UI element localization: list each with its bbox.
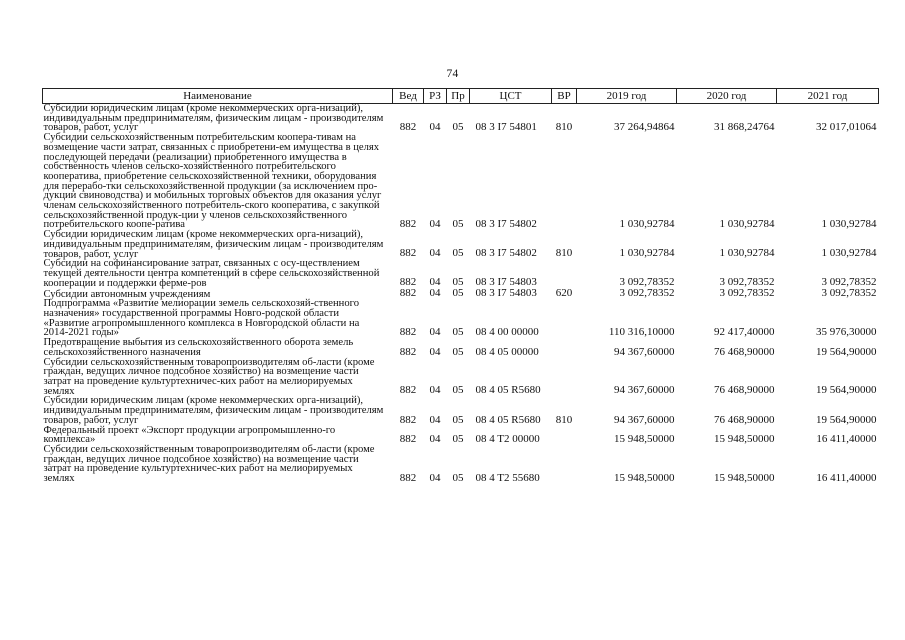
budget-table (42, 88, 879, 484)
cell-pr: 05 (452, 276, 464, 289)
cell-pr: 05 (452, 247, 464, 260)
cell-cst: 08 3 I7 54801 (475, 121, 537, 134)
cell-pr: 05 (452, 345, 464, 358)
cell-rz: 04 (429, 432, 441, 445)
cell-name: Субсидии юридическим лицам (кроме некоммерческих орга-низаций), индивидуальным предпринимателям, физическим лицам - производителям товаров, работ, услуг (43, 229, 384, 260)
cell-pr: 05 (452, 471, 464, 484)
cell-2021: 32 017,01064 (816, 121, 877, 134)
cell-2019: 1 030,92784 (619, 247, 675, 260)
cell-ved: 882 (399, 345, 417, 358)
cell-vr: 620 (555, 287, 573, 300)
header-2021: 2021 год (777, 89, 879, 104)
cell-pr: 05 (452, 413, 464, 426)
cell-2020: 76 468,90000 (714, 345, 775, 358)
cell-2020: 76 468,90000 (714, 413, 775, 426)
cell-vr (552, 133, 577, 230)
header-pr: Пр (447, 89, 470, 104)
cell-rz: 04 (429, 276, 441, 289)
table-row (43, 358, 879, 397)
cell-pr: 05 (452, 384, 464, 397)
cell-2020: 3 092,78352 (719, 276, 775, 289)
cell-rz: 04 (429, 384, 441, 397)
cell-name: Субсидии сельскохозяйственным товаропроизводителям об-ласти (кроме граждан, ведущих личное подсобное хозяйство) на возмещение части затрат на проведение культуртехничес-ких работ на мелиорируемых землях (43, 356, 375, 397)
cell-2021: 19 564,90000 (816, 345, 877, 358)
cell-ved: 882 (399, 432, 417, 445)
cell-ved: 882 (399, 247, 417, 260)
cell-pr: 05 (452, 121, 464, 134)
cell-vr (552, 338, 577, 357)
cell-ved: 882 (399, 326, 417, 339)
cell-vr (552, 358, 577, 397)
cell-ved: 882 (399, 413, 417, 426)
cell-ved: 882 (399, 384, 417, 397)
cell-2019: 94 367,60000 (614, 413, 675, 426)
header-2019: 2019 год (577, 89, 677, 104)
cell-cst: 08 4 05 00000 (475, 345, 539, 358)
cell-2019: 94 367,60000 (614, 345, 675, 358)
cell-2021: 1 030,92784 (821, 247, 877, 260)
cell-2021: 19 564,90000 (816, 413, 877, 426)
table-body (43, 104, 879, 484)
cell-2019: 37 264,94864 (614, 121, 675, 134)
cell-ved: 882 (399, 276, 417, 289)
cell-cst: 08 3 I7 54802 (475, 247, 537, 260)
cell-rz: 04 (429, 471, 441, 484)
cell-2020: 1 030,92784 (719, 247, 775, 260)
cell-2020: 92 417,40000 (714, 326, 775, 339)
page-number: 74 (446, 68, 459, 80)
cell-2021: 35 976,30000 (816, 326, 877, 339)
cell-vr (552, 259, 577, 288)
table-row (43, 338, 879, 357)
cell-name: Субсидии юридическим лицам (кроме некоммерческих орга-низаций), индивидуальным предпринимателям, физическим лицам - производителям товаров, работ, услуг (43, 103, 384, 134)
cell-2019: 110 316,10000 (608, 326, 675, 339)
cell-cst: 08 4 T2 00000 (475, 432, 540, 445)
cell-cst: 08 4 05 R5680 (475, 384, 541, 397)
cell-name: Субсидии на софинансирование затрат, связанных с осу-ществлением текущей деятельности центра компетенций в сфере сельскохозяйственной кооперации и поддержки ферме-ров (43, 258, 380, 289)
table-row (43, 445, 879, 484)
cell-pr: 05 (452, 218, 464, 231)
cell-rz: 04 (429, 413, 441, 426)
cell-vr: 810 (555, 247, 573, 260)
cell-pr: 05 (452, 432, 464, 445)
cell-2021: 1 030,92784 (821, 218, 877, 231)
header-cst: ЦСТ (470, 89, 552, 104)
table-row (43, 299, 879, 338)
header-ved: Вед (393, 89, 424, 104)
cell-rz: 04 (429, 121, 441, 134)
cell-2021: 3 092,78352 (821, 287, 877, 300)
cell-name: Субсидии автономным учреждениям (43, 288, 211, 300)
cell-name: Субсидии юридическим лицам (кроме некоммерческих орга-низаций), индивидуальным предпринимателям, физическим лицам - производителям товаров, работ, услуг (43, 395, 384, 426)
cell-rz: 04 (429, 287, 441, 300)
cell-2019: 3 092,78352 (619, 276, 675, 289)
cell-2020: 76 468,90000 (714, 384, 775, 397)
cell-name: Субсидии сельскохозяйственным потребительским коопера-тивам на возмещение части затрат, связанных с приобретени-ем имущества в целях последующей передачи (реализации) приобретенного имущества в собственность членов сельско-хозяйственного потребительского кооператива, приобретение сельскохозяйственной техники, оборудования для перерабо-тки сельскохозяйственной продукции (за исключением про-дукции свиноводства) и мобильных торговых объектов для оказания услуг членам сельскохозяйственного потребитель-ского кооператива, с закупкой сельскохозяйственной продук-ции у членов сельскохозяйственного потребительского коопе-ратива (43, 132, 382, 231)
cell-2020: 15 948,50000 (714, 471, 775, 484)
cell-name: Подпрограмма «Развитие мелиорации земель сельскохозяй-ственного назначения» государственной программы Новго-родской области «Развитие агропромышленного комплекса в Новгородской области на 2014-2021 годы» (43, 298, 360, 339)
cell-name: Предотвращение выбытия из сельскохозяйственного оборота земель сельскохозяйственного назначения (43, 337, 354, 358)
header-rz: РЗ (424, 89, 447, 104)
cell-2020: 3 092,78352 (719, 287, 775, 300)
cell-2019: 15 948,50000 (614, 471, 675, 484)
cell-ved: 882 (399, 471, 417, 484)
table-row (43, 426, 879, 445)
table-row (43, 259, 879, 288)
cell-cst: 08 3 I7 54802 (475, 218, 537, 231)
cell-name: Федеральный проект «Экспорт продукции агропромышленно-го комплекса» (43, 424, 336, 446)
cell-cst: 08 4 T2 55680 (475, 471, 540, 484)
header-2020: 2020 год (677, 89, 777, 104)
cell-pr: 05 (452, 287, 464, 300)
cell-rz: 04 (429, 247, 441, 260)
cell-2020: 15 948,50000 (714, 432, 775, 445)
cell-cst: 08 3 I7 54803 (475, 276, 537, 289)
cell-cst: 08 4 00 00000 (475, 326, 539, 339)
cell-2019: 3 092,78352 (619, 287, 675, 300)
cell-2019: 15 948,50000 (614, 432, 675, 445)
cell-rz: 04 (429, 345, 441, 358)
cell-rz: 04 (429, 326, 441, 339)
cell-vr (552, 426, 577, 445)
cell-2021: 16 411,40000 (816, 432, 877, 445)
header-vr: ВР (552, 89, 577, 104)
cell-2019: 94 367,60000 (614, 384, 675, 397)
cell-name: Субсидии сельскохозяйственным товаропроизводителям об-ласти (кроме граждан, ведущих личное подсобное хозяйство) на возмещение части затрат на проведение культуртехничес-ких работ на мелиорируемых землях (43, 443, 375, 485)
header-name: Наименование (43, 89, 393, 104)
cell-2020: 31 868,24764 (714, 121, 775, 134)
cell-2020: 1 030,92784 (719, 218, 775, 231)
cell-vr (552, 299, 577, 338)
table-row (43, 230, 879, 259)
cell-ved: 882 (399, 218, 417, 231)
cell-2021: 3 092,78352 (821, 276, 877, 289)
cell-2021: 19 564,90000 (816, 384, 877, 397)
cell-vr: 810 (555, 121, 573, 134)
table-row (43, 133, 879, 230)
table-row (43, 104, 879, 134)
cell-cst: 08 4 05 R5680 (475, 413, 541, 426)
table-row (43, 396, 879, 425)
cell-cst: 08 3 I7 54803 (475, 287, 537, 300)
cell-2021: 16 411,40000 (816, 471, 877, 484)
cell-rz: 04 (429, 218, 441, 231)
table-header-row (43, 89, 879, 104)
cell-vr (552, 445, 577, 484)
cell-vr: 810 (555, 413, 573, 426)
cell-ved: 882 (399, 121, 417, 134)
cell-ved: 882 (399, 287, 417, 300)
cell-pr: 05 (452, 326, 464, 339)
cell-2019: 1 030,92784 (619, 218, 675, 231)
